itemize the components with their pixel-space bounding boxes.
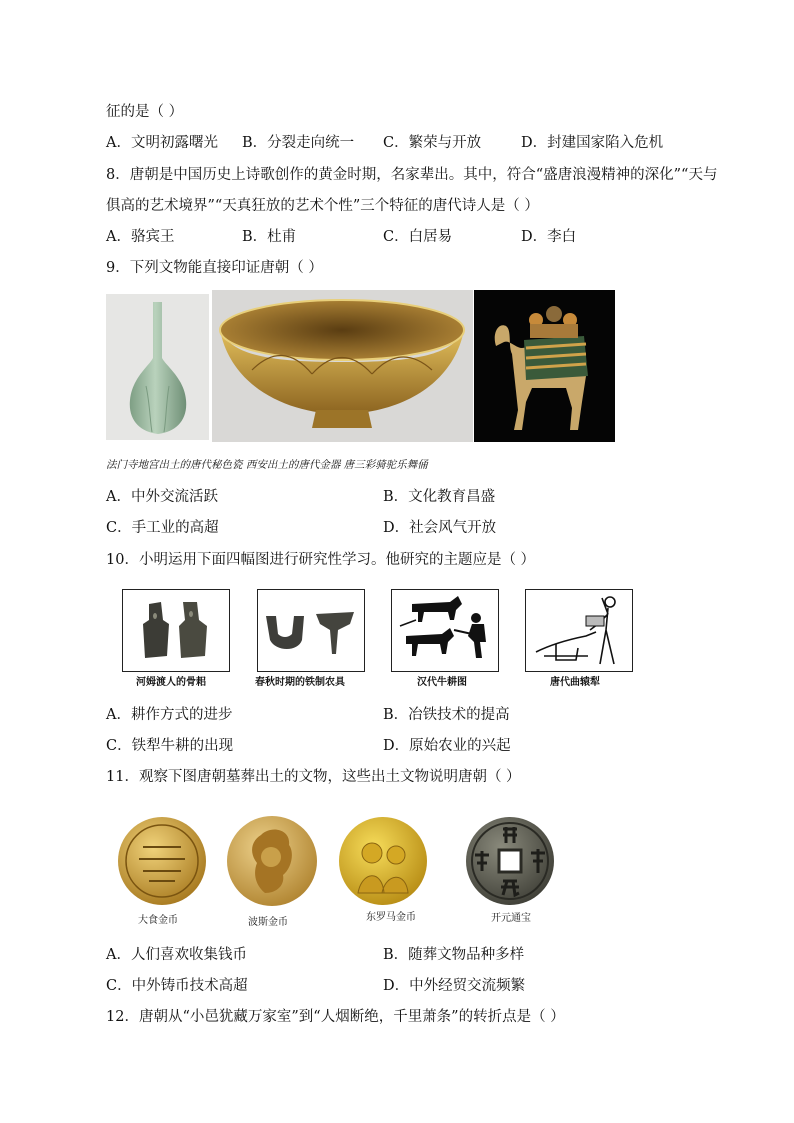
q10-stem: 10．小明运用下面四幅图进行研究性学习。他研究的主题应是（ ） [106,552,536,568]
q7-option-c[interactable]: C．繁荣与开放 [383,135,482,151]
celadon-vase-image [106,294,209,440]
q8-option-a[interactable]: A．骆宾王 [106,229,175,245]
bone-spade-image [122,589,230,672]
q11-stem: 11．观察下图唐朝墓葬出土的文物，这些出土文物说明唐朝（ ） [106,769,521,785]
tricolor-camel-image [474,290,615,442]
q11-option-b[interactable]: B．随葬文物品种多样 [383,947,525,963]
q10-option-a[interactable]: A．耕作方式的进步 [106,707,233,723]
q10-caption-4: 唐代曲辕犁 [550,677,600,688]
q9-caption: 法门寺地宫出土的唐代秘色瓷 西安出土的唐代金器 唐三彩骑驼乐舞俑 [106,459,428,471]
gold-bowl-image [212,290,473,442]
q11-option-c[interactable]: C．中外铸币技术高超 [106,978,248,994]
q12-stem: 12．唐朝从“小邑犹藏万家室”到“人烟断绝，千里萧条”的转折点是（ ） [106,1009,565,1025]
q10-caption-2: 春秋时期的铁制农具 [255,677,345,688]
persian-gold-coin-image [225,813,320,908]
q10-option-c[interactable]: C．铁犁牛耕的出现 [106,738,234,754]
q8-option-b[interactable]: B．杜甫 [242,229,297,245]
kaiyuan-tongbao-coin-image [463,815,558,907]
ox-plowing-image [391,589,499,672]
q9-option-d[interactable]: D．社会风气开放 [383,520,497,536]
q10-caption-3: 汉代牛耕图 [417,677,467,688]
byzantine-gold-coin-image [336,815,431,907]
q8-stem-line2: 俱高的艺术境界”“天真狂放的艺术个性”三个特征的唐代诗人是（ ） [106,198,539,214]
q11-caption-2: 波斯金币 [248,917,288,928]
q11-caption-1: 大食金币 [138,915,178,926]
q7-option-d[interactable]: D．封建国家陷入危机 [521,135,664,151]
q7-tail: 征的是（ ） [106,104,184,120]
curved-plow-image [525,589,633,672]
q8-option-d[interactable]: D．李白 [521,229,577,245]
q9-option-a[interactable]: A．中外交流活跃 [106,489,218,505]
q7-option-b[interactable]: B．分裂走向统一 [242,135,355,151]
q9-option-b[interactable]: B．文化教育昌盛 [383,489,496,505]
q11-option-d[interactable]: D．中外经贸交流频繁 [383,978,526,994]
q10-caption-1: 河姆渡人的骨耜 [136,677,206,688]
q7-option-a[interactable]: A．文明初露曙光 [106,135,218,151]
q9-option-c[interactable]: C．手工业的高超 [106,520,219,536]
q8-option-c[interactable]: C．白居易 [383,229,453,245]
q11-caption-3: 东罗马金币 [366,912,416,923]
q10-option-b[interactable]: B．冶铁技术的提高 [383,707,510,723]
q11-caption-4: 开元通宝 [491,913,531,924]
iron-tools-image [257,589,365,672]
q11-option-a[interactable]: A．人们喜欢收集钱币 [106,947,247,963]
q9-stem: 9．下列文物能直接印证唐朝（ ） [106,260,323,276]
arab-gold-coin-image [115,815,210,907]
q8-stem-line1: 8．唐朝是中国历史上诗歌创作的黄金时期，名家辈出。其中，符合“盛唐浪漫精神的深化”“天与 [106,167,718,183]
q10-option-d[interactable]: D．原始农业的兴起 [383,738,511,754]
